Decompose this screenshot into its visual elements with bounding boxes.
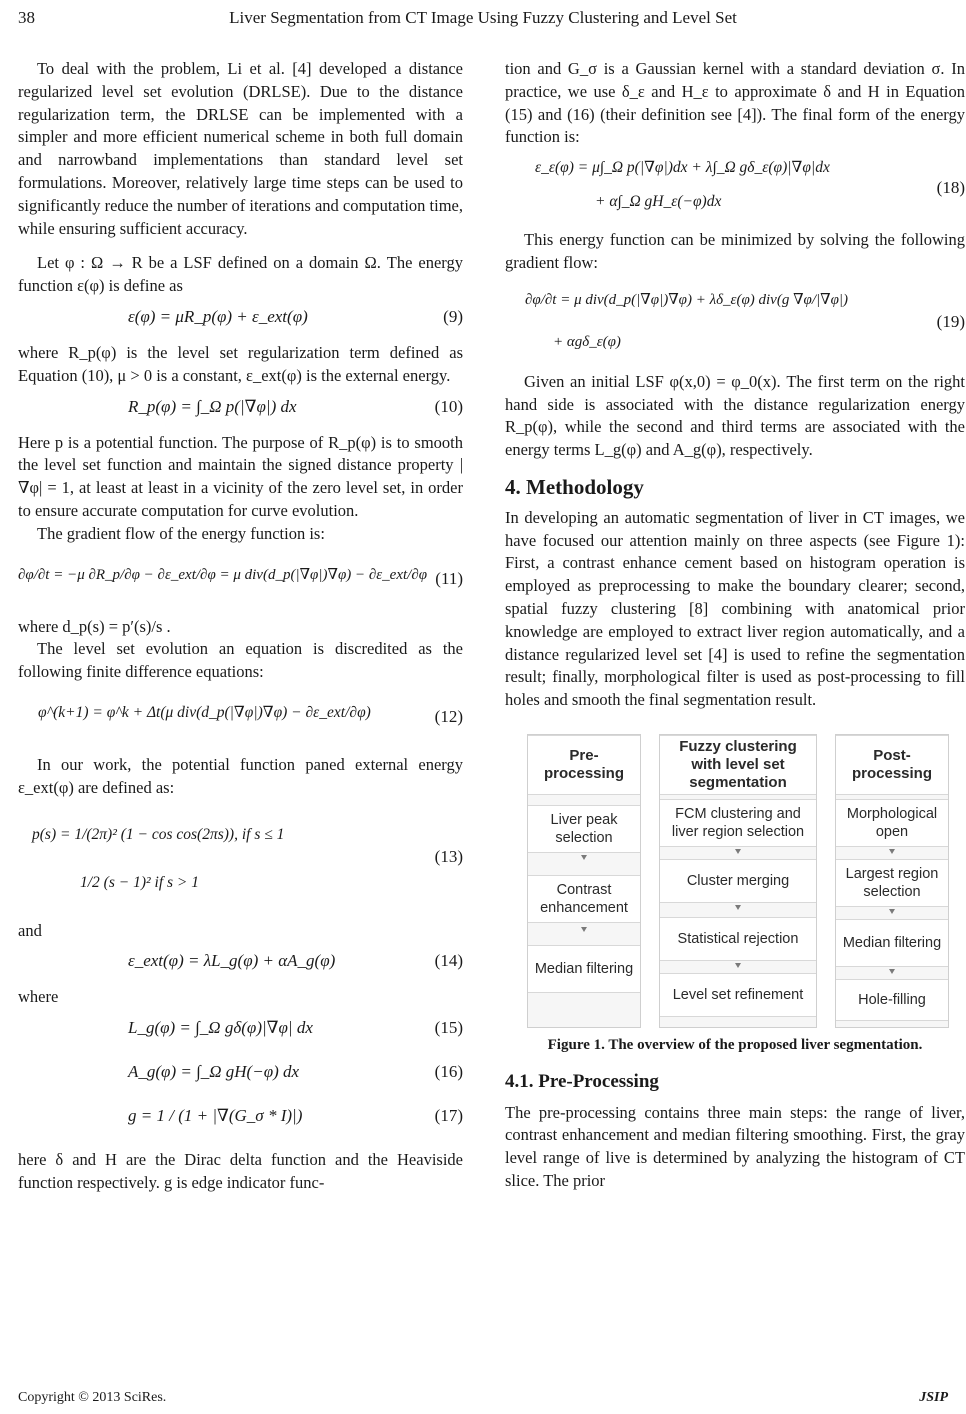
- equation-10: [18, 388, 463, 432]
- arrow-down-icon: [735, 905, 741, 910]
- equation-11-number: (11): [435, 568, 463, 588]
- paragraph-potential-external: In our work, the potential function paned external energy ε_ext(φ) are defined as:: [18, 754, 463, 797]
- paragraph-preprocessing: The pre-processing contains three main steps: the range of liver, contrast enhancement and median filtering smoothing. First, the gray level range of live is determined by analyzing the histogram of CT slice. The prior: [505, 1102, 965, 1190]
- figure-step-median-filtering-post: Median filtering: [836, 919, 948, 967]
- figure-step-morphological-open: Morphological open: [836, 799, 948, 847]
- equation-12-number: (12): [434, 706, 463, 726]
- equation-15-number: (15): [434, 1018, 463, 1038]
- copyright-notice: Copyright © 2013 SciRes.: [18, 1390, 167, 1405]
- equation-16-number: (16): [434, 1062, 463, 1082]
- equation-17-number: (17): [434, 1106, 463, 1126]
- arrow-down-icon: [889, 969, 895, 974]
- paragraph-regularization-term: where R_p(φ) is the level set regularization term defined as Equation (10), μ > 0 is a constant, ε_ext(φ) is the external energy.: [18, 342, 463, 385]
- equation-19-number: (19): [936, 311, 965, 331]
- paragraph-energy-minimization: This energy function can be minimized by solving the following gradient flow:: [505, 230, 965, 272]
- figure-heading-fuzzy-clustering: Fuzzy clustering with level set segmentation: [660, 735, 816, 795]
- equation-19: [505, 275, 965, 371]
- figure-step-fcm-clustering: FCM clustering and liver region selection: [660, 799, 816, 847]
- figure-step-largest-region: Largest region selection: [836, 859, 948, 907]
- equation-14-number: (14): [434, 951, 463, 971]
- equation-11-body: ∂φ/∂t = −μ ∂R_p/∂φ − ∂ε_ext/∂φ = μ div(d_p(|∇φ|)∇φ) − ∂ε_ext/∂φ: [18, 566, 428, 583]
- figure-caption: Figure 1. The overview of the proposed liver segmentation.: [547, 1036, 923, 1053]
- paragraph-gradient-flow: The gradient flow of the energy function is:: [37, 523, 325, 543]
- equation-18-number: (18): [936, 178, 965, 198]
- equation-17: [18, 1097, 463, 1149]
- text-and: and: [18, 920, 42, 940]
- paragraph-initial-lsf: Given an initial LSF φ(x,0) = φ_0(x). The first term on the right hand side is associated with the distance regularization energy R_p(φ), while the second and third terms are associated with the energy terms L_g(φ) and A_g(φ), respectively.: [505, 371, 965, 460]
- paragraph-lsf-definition: Let φ : Ω → R be a LSF defined on a domain Ω. The energy function ε(φ) is define as: [18, 253, 463, 296]
- equation-9: [18, 298, 463, 342]
- paragraph-dirac-heaviside: here δ and H are the Dirac delta function and the Heaviside function respectively. g is edge indicator func-: [18, 1150, 463, 1192]
- left-column: [18, 58, 463, 1195]
- journal-abbreviation: JSIP: [919, 1390, 948, 1405]
- arrow-down-icon: [735, 849, 741, 854]
- equation-16: [18, 1053, 463, 1097]
- equation-13-number: (13): [434, 846, 463, 866]
- equation-19-line-2: + αgδ_ε(φ): [553, 333, 621, 350]
- figure-step-cluster-merging: Cluster merging: [660, 859, 816, 903]
- paragraph-potential-function: Here p is a potential function. The purpose of R_p(φ) is to smooth the level set function and maintain the signed distance property |∇φ| = 1, at least at least in a vicinity of the zero level set, in order to ensure accurate computation for curve evolution.: [18, 432, 463, 520]
- running-title: Liver Segmentation from CT Image Using Fuzzy Clustering and Level Set: [229, 8, 737, 27]
- equation-14: [18, 942, 463, 986]
- figure-step-median-filtering: Median filtering: [528, 945, 640, 993]
- equation-18: [505, 149, 965, 229]
- arrow-down-icon: [889, 909, 895, 914]
- paragraph-drlse-intro: To deal with the problem, Li et al. [4] developed a distance regularized level set evolution (DRLSE). Due to the distance regularization term, the DRLSE can be implemented with a simpler and more efficient numerical scheme in both full domain and narrowband implementations than standard level set formulations. Moreover, relatively large time steps can be used to significantly reduce the number of iterations and computation time, while ensuring sufficient accuracy.: [18, 59, 463, 238]
- text-where: where: [18, 987, 59, 1007]
- page-header: [0, 8, 966, 34]
- figure-step-contrast-enhancement: Contrast enhancement: [528, 875, 640, 923]
- figure-step-liver-peak-selection: Liver peak selection: [528, 805, 640, 853]
- equation-17-body: g = 1 / (1 + |∇(G_σ * I)|): [128, 1106, 303, 1126]
- section-heading-methodology: 4. Methodology: [505, 474, 644, 499]
- equation-11: [18, 546, 463, 616]
- figure-column-fuzzy-clustering: [659, 734, 817, 1028]
- figure-column-postprocessing: [835, 734, 949, 1028]
- equation-13-case-2: 1/2 (s − 1)² if s > 1: [80, 873, 199, 891]
- arrow-down-icon: [735, 963, 741, 968]
- subsection-heading-preprocessing: 4.1. Pre-Processing: [505, 1070, 659, 1092]
- equation-12: [18, 684, 463, 754]
- equation-19-line-1: ∂φ/∂t = μ div(d_p(|∇φ|)∇φ) + λδ_ε(φ) div(g ∇φ/|∇φ|): [525, 291, 849, 308]
- equation-10-body: R_p(φ) = ∫_Ω p(|∇φ|) dx: [128, 396, 297, 416]
- equation-15-body: L_g(φ) = ∫_Ω gδ(φ)|∇φ| dx: [128, 1018, 313, 1038]
- equation-18-line-2: + α∫_Ω gH_ε(−φ)dx: [595, 193, 722, 211]
- arrow-down-icon: [581, 927, 587, 932]
- paragraph-gaussian-kernel: tion and G_σ is a Gaussian kernel with a standard deviation σ. In practice, we use δ_ε and H_ε to approximate δ and H in Equation (15) and (16) (their definition see [4]). The final form of the energy function is:: [505, 59, 965, 147]
- figure-step-hole-filling: Hole-filling: [836, 979, 948, 1021]
- equation-13: [18, 800, 463, 920]
- arrow-down-icon: [889, 849, 895, 854]
- right-column: [505, 58, 965, 1193]
- arrow-down-icon: [581, 855, 587, 860]
- paragraph-methodology: In developing an automatic segmentation of liver in CT images, we have focused our attention mainly on three aspects (see Figure 1): First, a contrast enhance cement based on histogram operation is employed as preprocessing to make the boundary clearer; second, spatial fuzzy clustering [8] combining with anatomical prior knowledge are employed to extract liver region automatically, and a distance regularized level set [4] is used to refine the segmentation result; finally, morphological filter is used as post-processing to fill holes and smooth the final segmentation result.: [505, 507, 965, 710]
- equation-13-case-1: p(s) = 1/(2π)² (1 − cos cos(2πs)), if s ≤ 1: [32, 825, 285, 843]
- figure-column-preprocessing: [527, 734, 641, 1028]
- equation-18-line-1: ε_ε(φ) = μ∫_Ω p(|∇φ|)dx + λ∫_Ω gδ_ε(φ)|∇φ|dx: [535, 159, 830, 177]
- equation-14-body: ε_ext(φ) = λL_g(φ) + αA_g(φ): [128, 951, 336, 971]
- figure-heading-postprocessing: Post- processing: [836, 735, 948, 795]
- figure-heading-preprocessing: Pre- processing: [528, 735, 640, 795]
- equation-15: [18, 1009, 463, 1053]
- equation-12-body: φ^(k+1) = φ^k + Δt(μ div(d_p(|∇φ|)∇φ) − ∂ε_ext/∂φ): [38, 703, 371, 721]
- figure-1-overview-diagram: [515, 734, 955, 1026]
- paragraph-dp-definition: where d_p(s) = p′(s)/s .: [18, 616, 171, 636]
- paragraph-finite-difference: The level set evolution an equation is discredited as the following finite difference equations:: [18, 639, 463, 682]
- equation-10-number: (10): [434, 396, 463, 416]
- equation-9-body: ε(φ) = μR_p(φ) + ε_ext(φ): [128, 306, 308, 326]
- equation-16-body: A_g(φ) = ∫_Ω gH(−φ) dx: [128, 1062, 300, 1082]
- equation-9-number: (9): [443, 306, 463, 326]
- figure-step-level-set-refinement: Level set refinement: [660, 973, 816, 1017]
- figure-step-statistical-rejection: Statistical rejection: [660, 917, 816, 961]
- page-number: 38: [18, 8, 35, 27]
